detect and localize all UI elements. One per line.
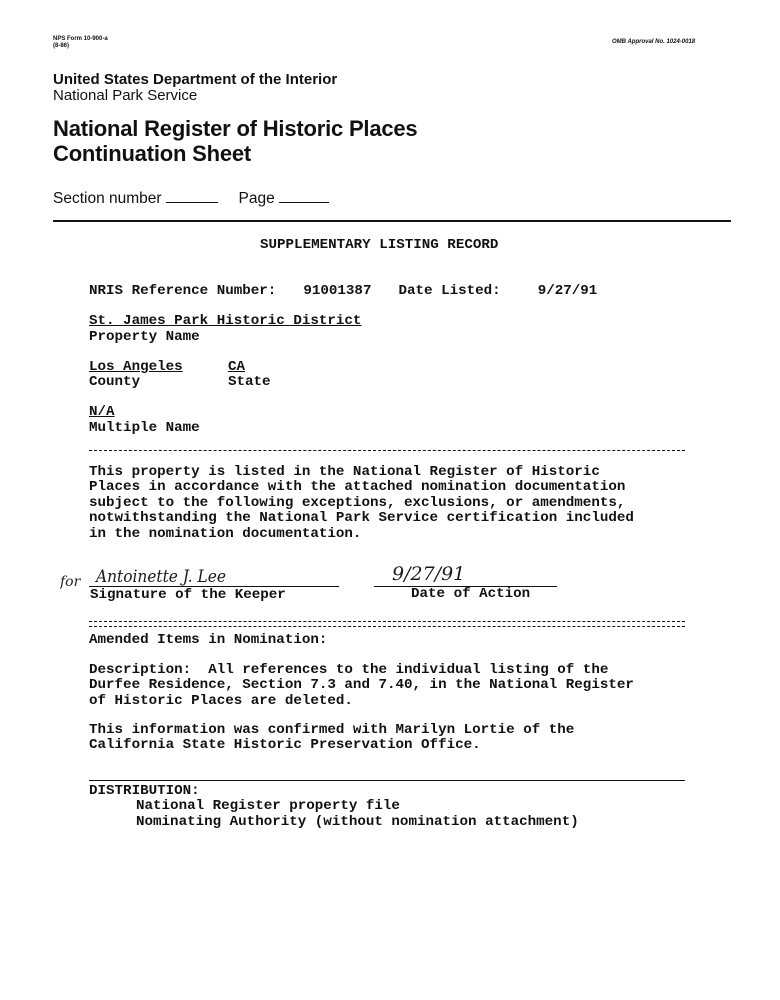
section-number-label: Section number (53, 190, 162, 207)
omb-approval: OMB Approval No. 1024-0018 (612, 39, 696, 45)
date-listed-value: 9/27/91 (537, 283, 598, 299)
amended-heading: Amended Items in Nomination: (89, 632, 328, 648)
county-value: Los Angeles (89, 359, 183, 375)
property-name: St. James Park Historic District (89, 313, 362, 329)
multiple-name-label: Multiple Name (89, 420, 200, 436)
signature-label: Signature of the Keeper (90, 587, 286, 603)
page-label: Page (238, 190, 275, 207)
nris-label: NRIS Reference Number: (89, 283, 277, 299)
header-rule (53, 220, 731, 222)
state-value: CA (228, 359, 246, 375)
form-date-text: (8-86) (53, 43, 70, 49)
dashed-divider (89, 450, 685, 451)
signature-for-mark: for (60, 574, 81, 590)
amendment-confirmation: This information was confirmed with Marilyn Lortie of the California State Historic Preservation Office. (89, 722, 575, 754)
page-number-field[interactable] (279, 190, 329, 203)
nris-value: 91001387 (303, 283, 372, 299)
form-number-text: NPS Form 10-900-a (53, 36, 108, 42)
county-label: County (89, 374, 141, 390)
property-name-label: Property Name (89, 329, 200, 345)
section-number-field[interactable] (166, 190, 218, 203)
multiple-name-value: N/A (89, 404, 115, 420)
form-title: National Register of Historic Places (53, 116, 418, 141)
double-divider-top (89, 621, 685, 622)
handwritten-action-date: 9/27/91 (392, 563, 466, 585)
signature-text: Antoinette J. Lee (94, 567, 226, 587)
distribution-rule (89, 780, 685, 781)
double-divider-bottom (89, 626, 685, 627)
date-listed-label: Date Listed: (398, 283, 501, 299)
section-page-line (53, 190, 329, 208)
record-heading: SUPPLEMENTARY LISTING RECORD (260, 237, 499, 253)
department-name: United States Department of the Interior (53, 71, 338, 88)
listing-statement: This property is listed in the National Register of Historic Places in accordance with the attached nomination documentation subject to the following exceptions, exclusions, or amendments, notwithstanding the National Park Service certification included in the nomination documentation. (89, 464, 634, 542)
state-label: State (228, 374, 271, 390)
form-subtitle: Continuation Sheet (53, 141, 252, 166)
amendment-description: Description: All references to the individual listing of the Durfee Residence, Section 7.3 and 7.40, in the National Register of Historic Places are deleted. (89, 662, 634, 709)
agency-name: National Park Service (53, 87, 198, 104)
distribution-item: Nominating Authority (without nomination attachment) (136, 814, 579, 830)
nris-row (89, 284, 597, 299)
form-number (53, 36, 108, 50)
distribution-label: DISTRIBUTION: (89, 783, 200, 799)
date-of-action-label: Date of Action (411, 586, 531, 602)
distribution-item: National Register property file (136, 798, 400, 814)
